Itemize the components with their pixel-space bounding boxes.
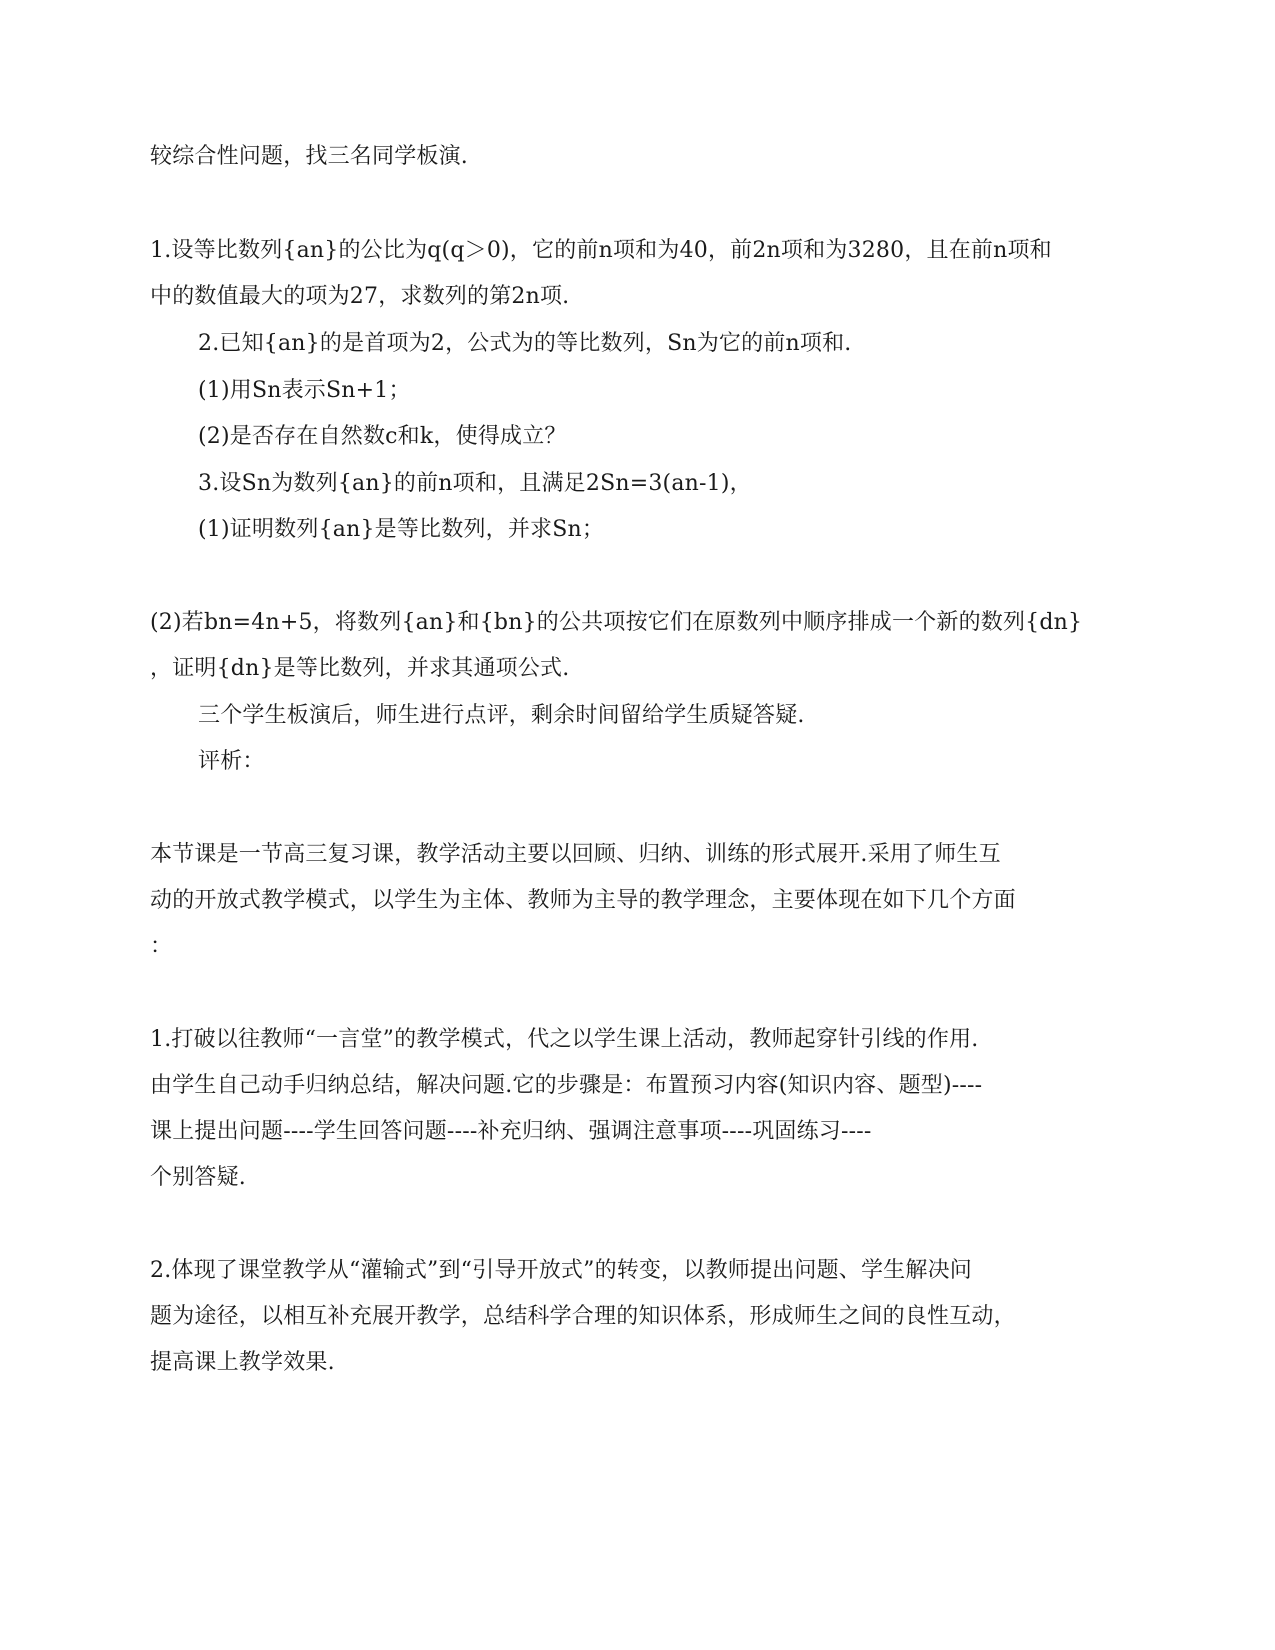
text-line: 个别答疑. bbox=[150, 1165, 246, 1190]
text-line: 1.设等比数列{an}的公比为q(q＞0)，它的前n项和为40，前2n项和为3280，且在前n项和 bbox=[150, 238, 1052, 263]
text-line: 2.已知{an}的是首项为2，公式为的等比数列，Sn为它的前n项和. bbox=[198, 331, 852, 356]
text-line: ： bbox=[150, 934, 173, 959]
text-line: 课上提出问题----学生回答问题----补充归纳、强调注意事项----巩固练习---- bbox=[150, 1119, 872, 1144]
text-line: 评析： bbox=[198, 749, 265, 774]
text-line: 题为途径，以相互补充展开教学，总结科学合理的知识体系，形成师生之间的良性互动， bbox=[150, 1304, 1016, 1329]
text-line: 较综合性问题，找三名同学板演. bbox=[150, 144, 468, 169]
text-line: 中的数值最大的项为27，求数列的第2n项. bbox=[150, 284, 570, 309]
text-line: 动的开放式教学模式，以学生为主体、教师为主导的教学理念，主要体现在如下几个方面 bbox=[150, 888, 1016, 913]
text-line: 提高课上教学效果. bbox=[150, 1350, 335, 1375]
text-line: (2)若bn=4n+5，将数列{an}和{bn}的公共项按它们在原数列中顺序排成一个新的数列{dn} bbox=[150, 610, 1083, 635]
text-line: 本节课是一节高三复习课，教学活动主要以回顾、归纳、训练的形式展开.采用了师生互 bbox=[150, 842, 1001, 867]
text-line: 2.体现了课堂教学从“灌输式”到“引导开放式”的转变，以教师提出问题、学生解决问 bbox=[150, 1258, 972, 1283]
text-line: 1.打破以往教师“一言堂”的教学模式，代之以学生课上活动，教师起穿针引线的作用. bbox=[150, 1027, 979, 1052]
text-line: 3.设Sn为数列{an}的前n项和，且满足2Sn=3(an-1)， bbox=[198, 471, 752, 496]
text-line: 由学生自己动手归纳总结，解决问题.它的步骤是：布置预习内容(知识内容、题型)---- bbox=[150, 1073, 983, 1098]
text-line: ，证明{dn}是等比数列，并求其通项公式. bbox=[150, 656, 570, 681]
text-line: 三个学生板演后，师生进行点评，剩余时间留给学生质疑答疑. bbox=[198, 703, 805, 728]
text-line: (2)是否存在自然数c和k，使得成立？ bbox=[198, 424, 567, 449]
text-line: (1)证明数列{an}是等比数列，并求Sn； bbox=[198, 517, 605, 542]
text-line: (1)用Sn表示Sn+1； bbox=[198, 378, 411, 403]
